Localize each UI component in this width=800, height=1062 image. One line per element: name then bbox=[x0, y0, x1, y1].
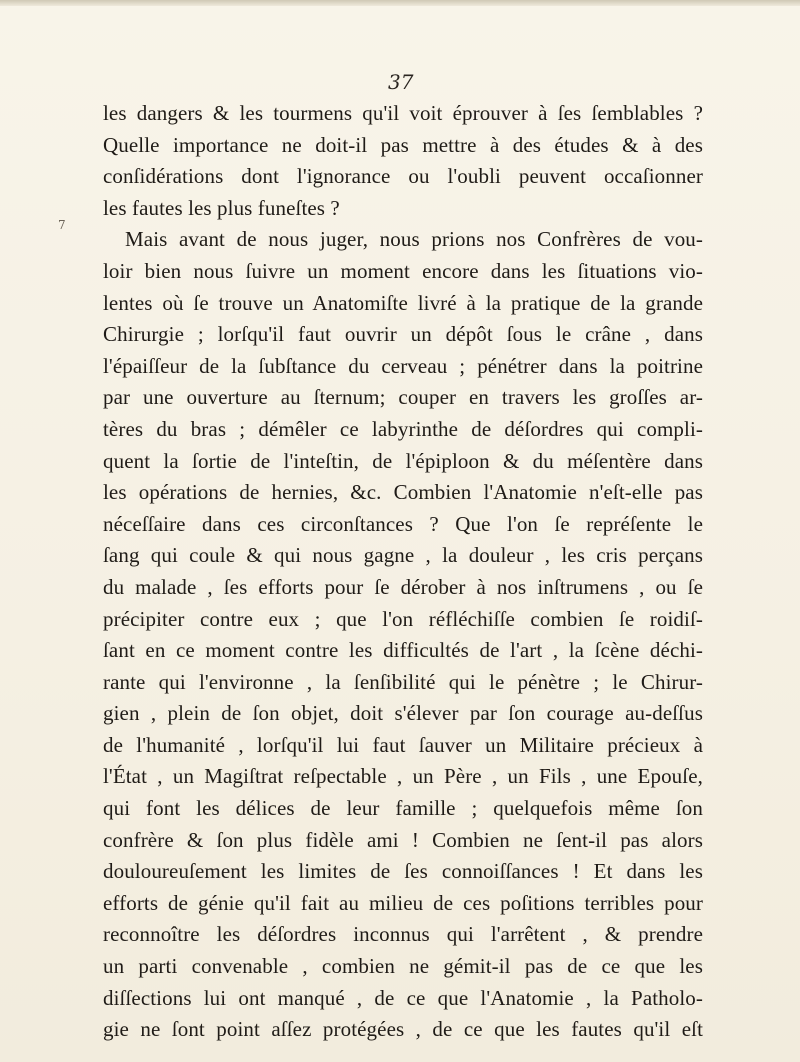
page-top-edge bbox=[0, 0, 800, 6]
text-line: tères du bras ; démêler ce labyrinthe de déſordres qui compli- bbox=[103, 416, 703, 441]
text-line: l'épaiſſeur de la ſubſtance du cerveau ; pénétrer dans la poitrine bbox=[103, 353, 703, 378]
text-line: quent la ſortie de l'inteſtin, de l'épiploon & du méſentère dans bbox=[103, 448, 703, 473]
text-line: qui font les délices de leur famille ; quelquefois même ſon bbox=[103, 796, 703, 821]
text-line: ſang qui coule & qui nous gagne , la douleur , les cris perçans bbox=[103, 543, 703, 568]
text-line: du malade , ſes efforts pour ſe dérober à nos inſtrumens , ou ſe bbox=[103, 574, 703, 599]
text-line: Chirurgie ; lorſqu'il faut ouvrir un dépôt ſous le crâne , dans bbox=[103, 322, 703, 347]
body-text bbox=[103, 98, 703, 1046]
text-line: néceſſaire dans ces circonſtances ? Que l'on ſe repréſente le bbox=[103, 511, 703, 536]
text-line: de l'humanité , lorſqu'il lui faut ſauver un Militaire précieux à bbox=[103, 732, 703, 757]
text-line: conſidérations dont l'ignorance ou l'oubli peuvent occaſionner bbox=[103, 164, 703, 189]
text-line: ſant en ce moment contre les difficultés de l'art , la ſcène déchi- bbox=[103, 638, 703, 663]
text-line: reconnoître les déſordres inconnus qui l'arrêtent , & prendre bbox=[103, 922, 703, 947]
text-line: efforts de génie qu'il fait au milieu de ces poſitions terribles pour bbox=[103, 890, 703, 915]
text-line: par une ouverture au ſternum; couper en travers les groſſes ar- bbox=[103, 385, 703, 410]
text-line: douloureuſement les limites de ſes connoiſſances ! Et dans les bbox=[103, 859, 703, 884]
text-line: Mais avant de nous juger, nous prions nos Confrères de vou- bbox=[125, 227, 703, 252]
text-line: lentes où ſe trouve un Anatomiſte livré à la pratique de la grande bbox=[103, 290, 703, 315]
text-line: les fautes les plus funeſtes ? bbox=[103, 195, 340, 220]
text-line: rante qui l'environne , la ſenſibilité qui le pénètre ; le Chirur- bbox=[103, 669, 703, 694]
text-line: confrère & ſon plus fidèle ami ! Combien ne ſent-il pas alors bbox=[103, 827, 703, 852]
text-line: gien , plein de ſon objet, doit s'élever par ſon courage au-deſſus bbox=[103, 701, 703, 726]
text-line: précipiter contre eux ; que l'on réfléchiſſe combien ſe roidiſ- bbox=[103, 606, 703, 631]
margin-mark: 7 bbox=[58, 218, 66, 232]
text-line: loir bien nous ſuivre un moment encore dans les ſituations vio- bbox=[103, 258, 703, 283]
text-line: Quelle importance ne doit-il pas mettre à des études & à des bbox=[103, 132, 703, 157]
text-line: gie ne ſont point aſſez protégées , de ce que les fautes qu'il eſt bbox=[103, 1017, 703, 1042]
page-number: 37 bbox=[388, 70, 414, 94]
text-line: les opérations de hernies, &c. Combien l'Anatomie n'eſt-elle pas bbox=[103, 480, 703, 505]
text-line: l'État , un Magiſtrat reſpectable , un Père , un Fils , une Epouſe, bbox=[103, 764, 703, 789]
text-line: diſſections lui ont manqué , de ce que l'Anatomie , la Patholo- bbox=[103, 985, 703, 1010]
text-line: les dangers & les tourmens qu'il voit éprouver à ſes ſemblables ? bbox=[103, 101, 703, 125]
text-line: un parti convenable , combien ne gémit-il pas de ce que les bbox=[103, 954, 703, 979]
